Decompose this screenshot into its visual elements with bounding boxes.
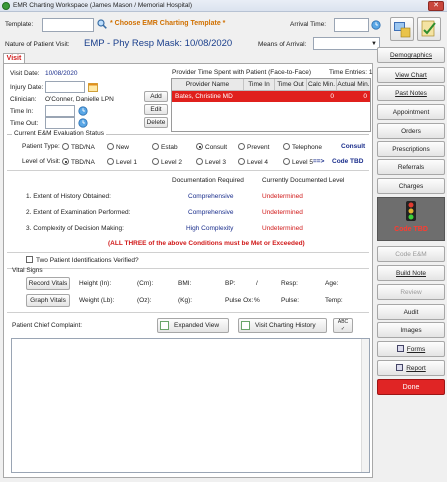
scrollbar[interactable] <box>361 339 369 472</box>
radio-icon <box>62 143 69 150</box>
doc-required-header: Documentation Required <box>172 177 244 184</box>
past-notes-button[interactable]: Past Notes <box>377 85 445 101</box>
done-button[interactable]: Done <box>377 379 445 395</box>
provider-time-table <box>171 78 371 132</box>
prescriptions-button[interactable]: Prescriptions <box>377 141 445 157</box>
forms-icon <box>397 345 404 352</box>
criteria-decision-label: 3. Complexity of Decision Making: <box>26 225 124 232</box>
history-icon <box>241 321 250 330</box>
criteria-decision-required: High Complexity <box>186 225 234 232</box>
criteria-history-current: Undetermined <box>262 193 303 200</box>
divider <box>7 268 369 269</box>
col-actual-min[interactable]: Actual Min. <box>337 81 370 88</box>
time-out-label: Time Out: <box>10 120 39 127</box>
level-2[interactable]: Level 2 <box>152 158 182 166</box>
col-provider-name[interactable]: Provider Name <box>172 79 244 90</box>
table-header <box>172 79 370 91</box>
level-1[interactable]: Level 1 <box>107 158 137 166</box>
pulse-ox-unit: % <box>254 297 260 304</box>
tab-visit[interactable]: Visit <box>3 53 25 64</box>
window-title: EMR Charting Workspace (James Mason / Memorial Hospital) <box>13 2 193 9</box>
pulse-label: Pulse: <box>281 297 300 304</box>
time-in-input[interactable] <box>45 105 75 117</box>
referrals-button[interactable]: Referrals <box>377 159 445 175</box>
time-out-clock-icon[interactable] <box>78 118 88 128</box>
edit-provider-time-button[interactable]: Edit <box>144 104 168 115</box>
app-icon <box>2 2 10 10</box>
checkbox-icon <box>26 256 33 263</box>
add-provider-time-button[interactable]: Add <box>144 91 168 102</box>
radio-icon <box>107 143 114 150</box>
window-titlebar <box>0 0 447 12</box>
table-row[interactable] <box>172 91 370 102</box>
radio-icon <box>152 158 159 165</box>
row-calc-min: 0 <box>330 93 334 100</box>
chief-complaint-textarea[interactable] <box>11 338 370 473</box>
checkmark-icon: ✓ <box>340 326 346 332</box>
clock-icon[interactable] <box>371 20 381 30</box>
view-chart-button[interactable]: View Chart <box>377 67 445 83</box>
report-button[interactable]: Report <box>377 360 445 376</box>
divider <box>7 252 369 253</box>
level-tbd[interactable]: TBD/NA <box>62 158 95 166</box>
template-label: Template: <box>5 21 34 28</box>
calendar-icon[interactable] <box>88 82 98 92</box>
arrival-time-input[interactable] <box>334 18 369 32</box>
criteria-exam-label: 2. Extent of Examination Performed: <box>26 209 131 216</box>
criteria-history-required: Comprehensive <box>188 193 234 200</box>
two-id-verified-checkbox[interactable]: Two Patient Identifications Verified? <box>26 256 139 264</box>
divider <box>7 170 369 171</box>
row-provider-name: Bates, Christine MD <box>175 93 233 100</box>
pulse-ox-label: Pulse Ox: <box>225 297 254 304</box>
bmi-label: BMI: <box>178 280 192 287</box>
level-arrow: ==> <box>313 158 325 165</box>
patient-type-tbd[interactable]: TBD/NA <box>62 143 95 151</box>
age-label: Age: <box>325 280 339 287</box>
criteria-note: (ALL THREE of the above Conditions must be Met or Exceeded) <box>108 240 305 247</box>
chief-complaint-label: Patient Chief Complaint: <box>12 322 83 329</box>
template-hint: * Choose EMR Charting Template * <box>110 20 226 27</box>
demographics-button[interactable]: Demographics <box>377 47 445 63</box>
weight-kg-label: (Kg): <box>178 297 193 304</box>
orders-button[interactable]: Orders <box>377 123 445 139</box>
means-arrival-label: Means of Arrival: <box>258 41 307 48</box>
patient-type-new[interactable]: New <box>107 143 129 151</box>
clinician-value: O'Conner, Danielle LPN <box>45 96 114 103</box>
search-icon[interactable] <box>97 19 107 29</box>
template-input[interactable] <box>42 18 94 32</box>
radio-icon <box>238 143 245 150</box>
injury-date-label: Injury Date: <box>10 84 44 91</box>
workspace-icon-button[interactable] <box>390 17 414 41</box>
close-button[interactable]: ✕ <box>428 1 444 11</box>
vitals-title: Vital Signs <box>12 267 43 274</box>
injury-date-input[interactable] <box>45 81 85 93</box>
height-cm-label: (Cm): <box>137 280 154 287</box>
resp-label: Resp: <box>281 280 298 287</box>
criteria-history-label: 1. Extent of History Obtained: <box>26 193 111 200</box>
level-3[interactable]: Level 3 <box>196 158 226 166</box>
weight-lb-label: Weight (Lb): <box>79 297 115 304</box>
time-in-label: Time In: <box>10 108 34 115</box>
code-tbd-label: Code TBD <box>394 226 428 233</box>
traffic-light-icon <box>404 201 418 221</box>
patient-type-estab[interactable]: Estab <box>152 143 178 151</box>
sign-note-icon-button[interactable] <box>417 17 441 41</box>
time-entries-count: Time Entries: 1 <box>329 69 373 76</box>
col-time-in[interactable]: Time In <box>244 79 275 90</box>
radio-icon <box>283 158 290 165</box>
criteria-decision-current: Undetermined <box>262 225 303 232</box>
expand-icon <box>160 321 169 330</box>
level-of-visit-label: Level of Visit: <box>22 158 61 165</box>
divider <box>7 312 369 313</box>
bp-separator: / <box>256 280 258 287</box>
em-section-title: Current E&M Evaluation Status <box>14 130 104 137</box>
record-vitals-button[interactable]: Record Vitals <box>26 277 70 290</box>
level-5[interactable]: Level 5 <box>283 158 313 166</box>
radio-selected-icon <box>62 158 69 165</box>
appointment-button[interactable]: Appointment <box>377 104 445 120</box>
patient-type-label: Patient Type: <box>22 143 60 150</box>
code-status-panel[interactable] <box>377 197 445 241</box>
nature-label: Nature of Patient Visit: <box>5 41 70 48</box>
spellcheck-button[interactable]: ABC ✓ <box>333 318 353 333</box>
time-in-clock-icon[interactable] <box>78 106 88 116</box>
level-4[interactable]: Level 4 <box>238 158 268 166</box>
review-button[interactable]: Review <box>377 284 445 300</box>
build-note-button[interactable]: Build Note <box>377 265 445 281</box>
delete-provider-time-button[interactable]: Delete <box>144 117 168 128</box>
temp-label: Temp: <box>325 297 343 304</box>
row-time-out <box>275 91 307 102</box>
printer-icon <box>396 364 403 371</box>
criteria-exam-current: Undetermined <box>262 209 303 216</box>
radio-icon <box>196 158 203 165</box>
clinician-label: Clinician: <box>10 96 37 103</box>
code-em-button[interactable]: Code E&M <box>377 246 445 262</box>
forms-button[interactable]: Forms <box>377 341 445 357</box>
col-calc-min[interactable]: Calc Min. <box>307 81 336 88</box>
weight-oz-label: (Oz): <box>137 297 152 304</box>
radio-icon <box>238 158 245 165</box>
charges-button[interactable]: Charges <box>377 178 445 194</box>
height-in-label: Height (In): <box>79 280 112 287</box>
radio-icon <box>152 143 159 150</box>
expanded-view-button[interactable]: Expanded View <box>157 318 229 333</box>
radio-icon <box>283 143 290 150</box>
nature-value: EMP - Phy Resp Mask: 10/08/2020 <box>84 38 233 49</box>
patient-type-result: Consult <box>341 143 366 150</box>
row-actual-min: 0 <box>363 93 367 100</box>
graph-vitals-button[interactable]: Graph Vitals <box>26 294 70 307</box>
images-button[interactable]: Images <box>377 322 445 338</box>
row-time-in <box>244 91 275 102</box>
visit-date-label: Visit Date: <box>10 70 40 77</box>
chevron-down-icon: ▼ <box>371 41 377 47</box>
patient-type-telephone[interactable]: Telephone <box>283 143 322 151</box>
patient-type-consult[interactable]: Consult <box>196 143 227 151</box>
radio-icon <box>107 158 114 165</box>
patient-type-prevent[interactable]: Prevent <box>238 143 269 151</box>
criteria-exam-required: Comprehensive <box>188 209 234 216</box>
bp-label: BP: <box>225 280 236 287</box>
col-time-out[interactable]: Time Out <box>275 79 307 90</box>
doc-current-header: Currently Documented Level <box>262 177 345 184</box>
provider-time-title: Provider Time Spent with Patient (Face-to-Face) <box>172 69 312 76</box>
means-arrival-select[interactable] <box>313 37 380 50</box>
arrival-time-label: Arrival Time: <box>290 21 327 28</box>
audit-button[interactable]: Audit <box>377 304 445 320</box>
level-result: Code TBD <box>332 158 364 165</box>
visit-charting-history-button[interactable]: Visit Charting History <box>238 318 327 333</box>
radio-selected-icon <box>196 143 203 150</box>
visit-date-value: 10/08/2020 <box>45 70 78 77</box>
time-out-input[interactable] <box>45 117 75 129</box>
